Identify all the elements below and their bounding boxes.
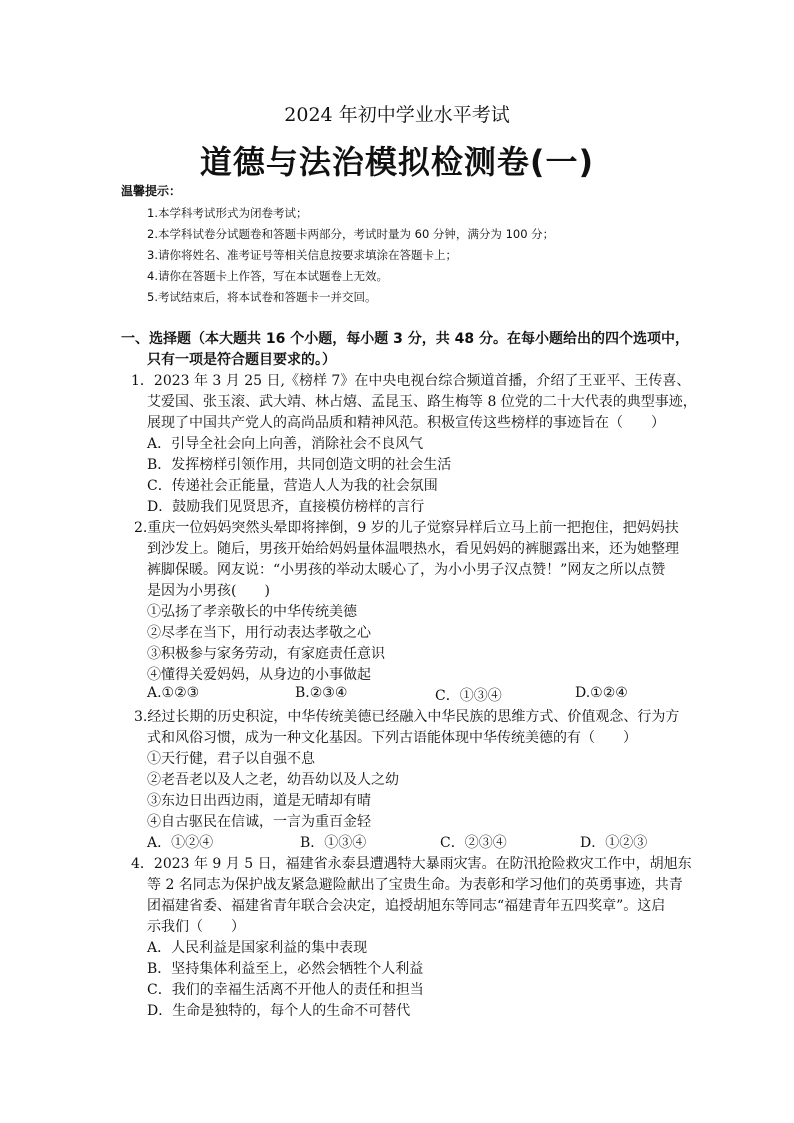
exam-subtitle: 2024 年初中学业水平考试 — [284, 104, 510, 126]
tip-item: 3.请你将姓名、准考证号等相关信息按要求填涂在答题卡上； — [147, 248, 457, 262]
option-b: B．坚持集体利益至上，必然会牺牲个人利益 — [147, 961, 424, 977]
choice-b: B．①③④ — [300, 835, 367, 851]
option-c: C．我们的幸福生活离不开他人的责任和担当 — [147, 982, 424, 998]
question-text: 示我们（ ） — [147, 919, 245, 935]
tip-item: 1.本学科考试形式为闭卷考试； — [147, 206, 308, 220]
statement: ①天行健，君子以自强不息 — [147, 751, 315, 767]
statement: ①弘扬了孝亲敬长的中华传统美德 — [147, 604, 357, 620]
question-text: 2.重庆一位妈妈突然头晕即将摔倒，9 岁的儿子觉察异样后立马上前一把抱住，把妈妈扶 — [134, 520, 679, 536]
question-text: 式和风俗习惯，成为一种文化基因。下列古语能体现中华传统美德的有（ ） — [147, 730, 637, 746]
question-text: 是因为小男孩( ) — [147, 583, 270, 599]
option-c: C．传递社会正能量，营造人人为我的社会氛围 — [147, 478, 438, 494]
statement: ④自古驱民在信诚，一言为重百金轻 — [147, 814, 371, 830]
question-text: 裤脚保暖。网友说：“小男孩的举动太暖心了，为小小男子汉点赞！”网友之所以点赞 — [147, 562, 666, 578]
exam-title: 道德与法治模拟检测卷(一) — [199, 143, 595, 181]
question-text: 到沙发上。随后，男孩开始给妈妈量体温喂热水，看见妈妈的裤腿露出来，还为她整理 — [147, 541, 679, 557]
statement: ④懂得关爱妈妈，从身边的小事做起 — [147, 667, 371, 683]
tip-item: 5.考试结束后，将本试卷和答题卡一并交回。 — [147, 290, 377, 304]
choice-b: B.②③④ — [295, 685, 348, 701]
question-text: 团福建省委、福建省青年联合会决定，追授胡旭东等同志“福建青年五四奖章”。这启 — [147, 898, 666, 914]
statement: ②老吾老以及人之老，幼吾幼以及人之幼 — [147, 772, 399, 788]
choice-c: C．②③④ — [440, 835, 507, 851]
question-text: 展现了中国共产党人的高尚品质和精神风范。积极宣传这些榜样的事迹旨在（ ） — [147, 415, 665, 431]
tip-item: 2.本学科试卷分试题卷和答题卡两部分，考试时量为 60 分钟，满分为 100 分； — [147, 227, 555, 241]
option-d: D．生命是独特的，每个人的生命不可替代 — [147, 1003, 411, 1019]
choice-a: A．①②④ — [147, 835, 214, 851]
question-text: 4．2023 年 9 月 5 日，福建省永泰县遭遇特大暴雨灾害。在防汛抢险救灾工作中，胡旭东 — [131, 856, 692, 872]
statement: ③东边日出西边雨，道是无晴却有晴 — [147, 793, 371, 809]
question-text: 艾爱国、张玉滚、武大靖、林占熺、孟昆玉、路生梅等 8 位党的二十大代表的典型事迹， — [147, 394, 697, 410]
choice-d: D.①②④ — [575, 685, 628, 701]
choice-c: C．①③④ — [435, 688, 502, 704]
statement: ②尽孝在当下，用行动表达孝敬之心 — [147, 625, 371, 641]
question-text: 等 2 名同志为保护战友紧急避险献出了宝贵生命。为表彰和学习他们的英勇事迹，共青 — [147, 877, 683, 893]
option-d: D．鼓励我们见贤思齐，直接模仿榜样的言行 — [147, 499, 425, 515]
statement: ③积极参与家务劳动，有家庭责任意识 — [147, 646, 385, 662]
choice-a: A.①②③ — [147, 685, 200, 701]
section-heading: 一、选择题（本大题共 16 个小题，每小题 3 分，共 48 分。在每小题给出的四个选项中， — [121, 331, 689, 347]
choice-d: D．①②③ — [580, 835, 648, 851]
section-heading-cont: 只有一项是符合题目要求的。） — [147, 352, 336, 368]
question-text: 3.经过长期的历史积淀，中华传统美德已经融入中华民族的思维方式、价值观念、行为方 — [134, 709, 680, 725]
option-a: A．人民利益是国家利益的集中表现 — [147, 940, 368, 956]
tip-item: 4.请你在答题卡上作答，写在本试题卷上无效。 — [147, 269, 388, 283]
question-text: 1．2023 年 3 月 25 日,《榜样 7》在中央电视台综合频道首播，介绍了王亚平、王传喜、 — [131, 373, 691, 389]
tips-heading: 温馨提示： — [121, 184, 182, 198]
option-b: B．发挥榜样引领作用，共同创造文明的社会生活 — [147, 457, 452, 473]
option-a: A．引导全社会向上向善，消除社会不良风气 — [147, 436, 424, 452]
